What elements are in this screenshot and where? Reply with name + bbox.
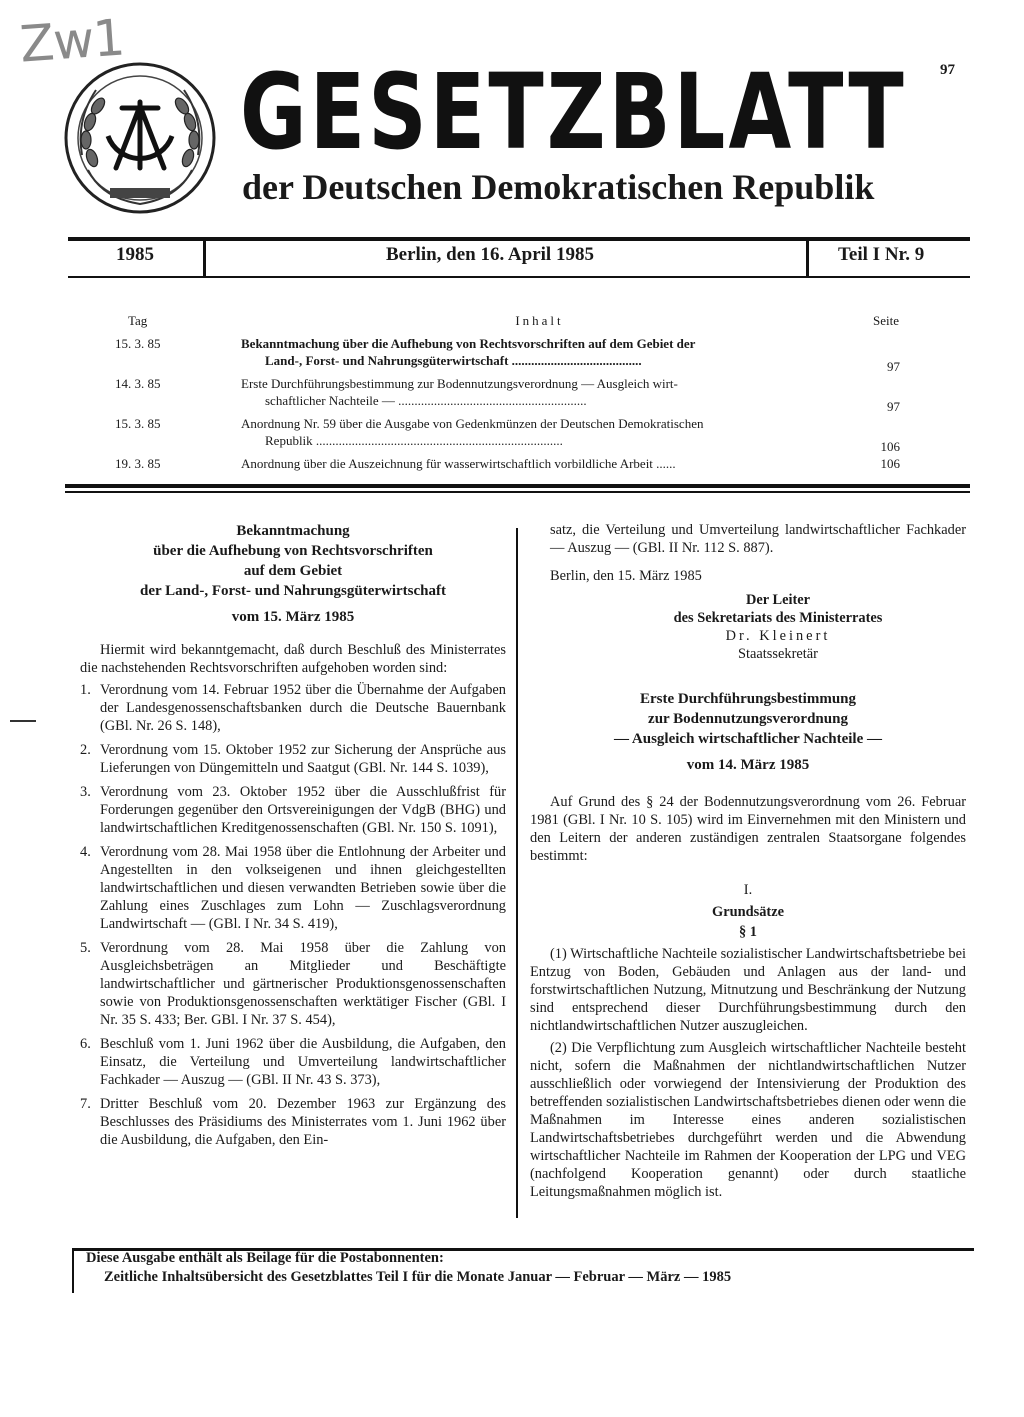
announcement-title bbox=[80, 521, 506, 627]
footer-line: Diese Ausgabe enthält als Beilage für die Postabonnenten: bbox=[86, 1250, 444, 1266]
toc-header-page: Seite bbox=[873, 313, 899, 328]
title-line: — Ausgleich wirtschaftlicher Nachteile — bbox=[613, 731, 882, 747]
list-text: Beschluß vom 1. Juni 1962 über die Ausbildung, die Aufgaben, den Einsatz, die Verteilung und Umverteilung landwirtschaftlicher Fachkader — Auszug — (GBl. II Nr. 43 S. 373), bbox=[100, 1036, 506, 1088]
toc-date: 19. 3. 85 bbox=[115, 456, 161, 471]
footer-note bbox=[86, 1249, 731, 1287]
list-number: 2. bbox=[80, 742, 91, 758]
title-line: auf dem Gebiet bbox=[243, 563, 343, 579]
toc-header-content: Inhalt bbox=[515, 313, 564, 328]
column-divider bbox=[516, 528, 518, 1218]
list-text: Verordnung vom 23. Oktober 1952 über die Ausschlußfrist für Forderungen gegenüber den Ortsvereinigungen der VdgB (BHG) und landwirtschaftlichen Kreditgenossenschaften (GBl. Nr. 150 S. 1091), bbox=[100, 784, 506, 836]
signer-title: des Sekretariats des Ministerrates bbox=[673, 610, 883, 626]
toc-entry-line: Republik ............................................................................ bbox=[265, 433, 563, 448]
toc-header-date: Tag bbox=[128, 313, 148, 328]
list-number: 4. bbox=[80, 844, 91, 860]
paragraph-text: (2) Die Verpflichtung zum Ausgleich wirtschaftlicher Nachteile besteht nicht, sofern die Maßnahmen der nichtlandwirtschaftlichen Nutzer ausschließlich oder vorwiegend der Intensivierung der Produktion des betreffenden sozialistischen Landwirtschaftsbetriebes dienen oder wenn die Maßnahmen im Interesse eines anderen sozialistischen Landwirtschaftsbetriebes durchgeführt werden und die Abwendung wirtschaftlicher Nachteile im Rahmen der Kooperation der LPG und VEG (nachfolgend Kooperation genannt) oder durch staatliche Leitungsmaßnahmen möglich ist. bbox=[530, 1040, 966, 1200]
page-number: 97 bbox=[940, 62, 955, 78]
masthead-subtitle: der Deutschen Demokratischen Republik bbox=[242, 167, 875, 207]
toc-row[interactable] bbox=[100, 375, 900, 415]
list-number: 1. bbox=[80, 682, 91, 698]
header-place-date: Berlin, den 16. April 1985 bbox=[386, 244, 594, 265]
left-column bbox=[80, 521, 506, 1155]
header-divider bbox=[203, 240, 206, 278]
footer-line: Zeitliche Inhaltsübersicht des Gesetzblattes Teil I für die Monate Januar — Februar — März — 1985 bbox=[104, 1269, 732, 1285]
toc-row[interactable] bbox=[100, 455, 900, 478]
list-text: Verordnung vom 28. Mai 1958 über die Zahlung von Ausgleichsbeträgen an Mitglieder und Beschäftigte landwirtschaftlicher und gärtnerischer Produktionsgenossenschaften sowie von Produktionsgenossenschaften werktätiger Fischer (GBl. I Nr. 35 S. 433; Ber. GBl. I Nr. 37 S. 454), bbox=[100, 940, 506, 1028]
title-date: vom 15. März 1985 bbox=[231, 609, 355, 625]
list-item bbox=[80, 741, 506, 777]
title-date: vom 14. März 1985 bbox=[686, 757, 810, 773]
title-line: der Land-, Forst- und Nahrungsgüterwirtschaft bbox=[140, 583, 446, 599]
list-item bbox=[80, 939, 506, 1029]
toc-entry-line: schaftlicher Nachteile — .......................................................... bbox=[265, 393, 587, 408]
continued-text: satz, die Verteilung und Umverteilung landwirtschaftlicher Fachkader — Auszug — (GBl. II Nr. 112 S. 887). bbox=[550, 522, 966, 556]
list-item bbox=[80, 1035, 506, 1089]
signer-title: Der Leiter bbox=[745, 592, 811, 608]
toc-entry-line: Bekanntmachung über die Aufhebung von Rechtsvorschriften auf dem Gebiet der bbox=[241, 336, 696, 351]
list-item bbox=[80, 1095, 506, 1149]
toc-row[interactable] bbox=[100, 335, 900, 375]
toc-page: 106 bbox=[880, 439, 900, 454]
table-of-contents bbox=[100, 312, 900, 478]
list-number: 7. bbox=[80, 1096, 91, 1112]
paragraph-number: § 1 bbox=[739, 924, 757, 940]
state-emblem-icon bbox=[62, 60, 218, 216]
toc-entry-line: Anordnung über die Auszeichnung für wasserwirtschaftlich vorbildliche Arbeit ...... bbox=[241, 456, 676, 471]
title-line: Erste Durchführungsbestimmung bbox=[640, 691, 856, 707]
title-line: Bekanntmachung bbox=[236, 523, 350, 539]
list-text: Dritter Beschluß vom 20. Dezember 1963 zur Ergänzung des Beschlusses des Präsidiums des Ministerrates vom 1. Juni 1962 über die Ausbildung, die Aufgaben, den Ein- bbox=[100, 1096, 506, 1148]
handwritten-note: Zw1 bbox=[18, 8, 126, 74]
header-divider bbox=[806, 240, 809, 278]
list-number: 5. bbox=[80, 940, 91, 956]
list-text: Verordnung vom 14. Februar 1952 über die Übernahme der Aufgaben der Landesgenossenschaftsbanken durch die Deutsche Bauernbank (GBl. Nr. 26 S. 148), bbox=[100, 682, 506, 734]
toc-page: 97 bbox=[887, 359, 900, 374]
title-line: zur Bodennutzungsverordnung bbox=[648, 711, 848, 727]
toc-page: 97 bbox=[887, 399, 900, 414]
regulation-title bbox=[530, 689, 966, 775]
title-line: über die Aufhebung von Rechtsvorschriften bbox=[153, 543, 433, 559]
list-item bbox=[80, 783, 506, 837]
toc-entry-line: Erste Durchführungsbestimmung zur Bodennutzungsverordnung — Ausgleich wirt- bbox=[241, 376, 678, 391]
regulation-intro: Auf Grund des § 24 der Bodennutzungsverordnung vom 26. Februar 1981 (GBl. I Nr. 10 S. 105) wird im Einvernehmen mit den Ministern und den Leitern der anderen zuständigen zentralen Staatsorgane folgendes bestimmt: bbox=[530, 794, 966, 864]
toc-entry-line: Anordnung Nr. 59 über die Ausgabe von Gedenkmünzen der Deutschen Demokratischen bbox=[241, 416, 704, 431]
toc-date: 15. 3. 85 bbox=[115, 336, 161, 351]
right-column bbox=[530, 521, 966, 1205]
toc-row[interactable] bbox=[100, 415, 900, 455]
section-rule bbox=[65, 484, 970, 488]
masthead-title: GESETZBLATT bbox=[240, 51, 907, 173]
header-year: 1985 bbox=[116, 244, 154, 265]
signer-name: Dr. Kleinert bbox=[725, 628, 831, 644]
toc-page: 106 bbox=[880, 456, 900, 471]
list-number: 6. bbox=[80, 1036, 91, 1052]
section-rule bbox=[65, 491, 970, 493]
margin-mark bbox=[10, 720, 36, 722]
list-item bbox=[80, 681, 506, 735]
list-text: Verordnung vom 28. Mai 1958 über die Entlohnung der Arbeiter und Angestellten in den volkseigenen und ihnen gleichgestellten landwirtschaftlichen und diesen verwandten Betrieben sowie über die Zahlung eines Zuschlages zum Lohn — Zuschlagsverordnung Landwirtschaft — (GBl. I Nr. 34 S. 419), bbox=[100, 844, 506, 932]
list-text: Verordnung vom 15. Oktober 1952 zur Sicherung der Ansprüche aus Lieferungen von Düngemitteln und Saatgut (GBl. Nr. 144 S. 1039), bbox=[100, 742, 506, 776]
paragraph-text: (1) Wirtschaftliche Nachteile sozialistischer Landwirtschaftsbetriebe bei Entzug von Boden, Gebäuden und Anlagen aus der land- und forstwirtschaftlichen Nutzung, Mitnutzung und Beschränkung der Nutzung sind entsprechend dieser Durchführungsbestimmung durch den nichtlandwirtschaftlichen Nutzer auszugleichen. bbox=[530, 946, 966, 1034]
signer-role: Staatssekretär bbox=[738, 646, 818, 662]
toc-date: 15. 3. 85 bbox=[115, 416, 161, 431]
signature-place-date: Berlin, den 15. März 1985 bbox=[550, 568, 702, 584]
toc-date: 14. 3. 85 bbox=[115, 376, 161, 391]
list-item bbox=[80, 843, 506, 933]
list-number: 3. bbox=[80, 784, 91, 800]
section-number: I. bbox=[743, 882, 753, 898]
header-part: Teil I Nr. 9 bbox=[838, 244, 925, 265]
intro-paragraph: Hiermit wird bekanntgemacht, daß durch Beschluß des Ministerrates die nachstehenden Rechtsvorschriften aufgehoben worden sind: bbox=[80, 642, 506, 676]
toc-entry-line: Land-, Forst- und Nahrungsgüterwirtschaft ........................................ bbox=[265, 353, 642, 368]
section-title: Grundsätze bbox=[712, 904, 784, 920]
